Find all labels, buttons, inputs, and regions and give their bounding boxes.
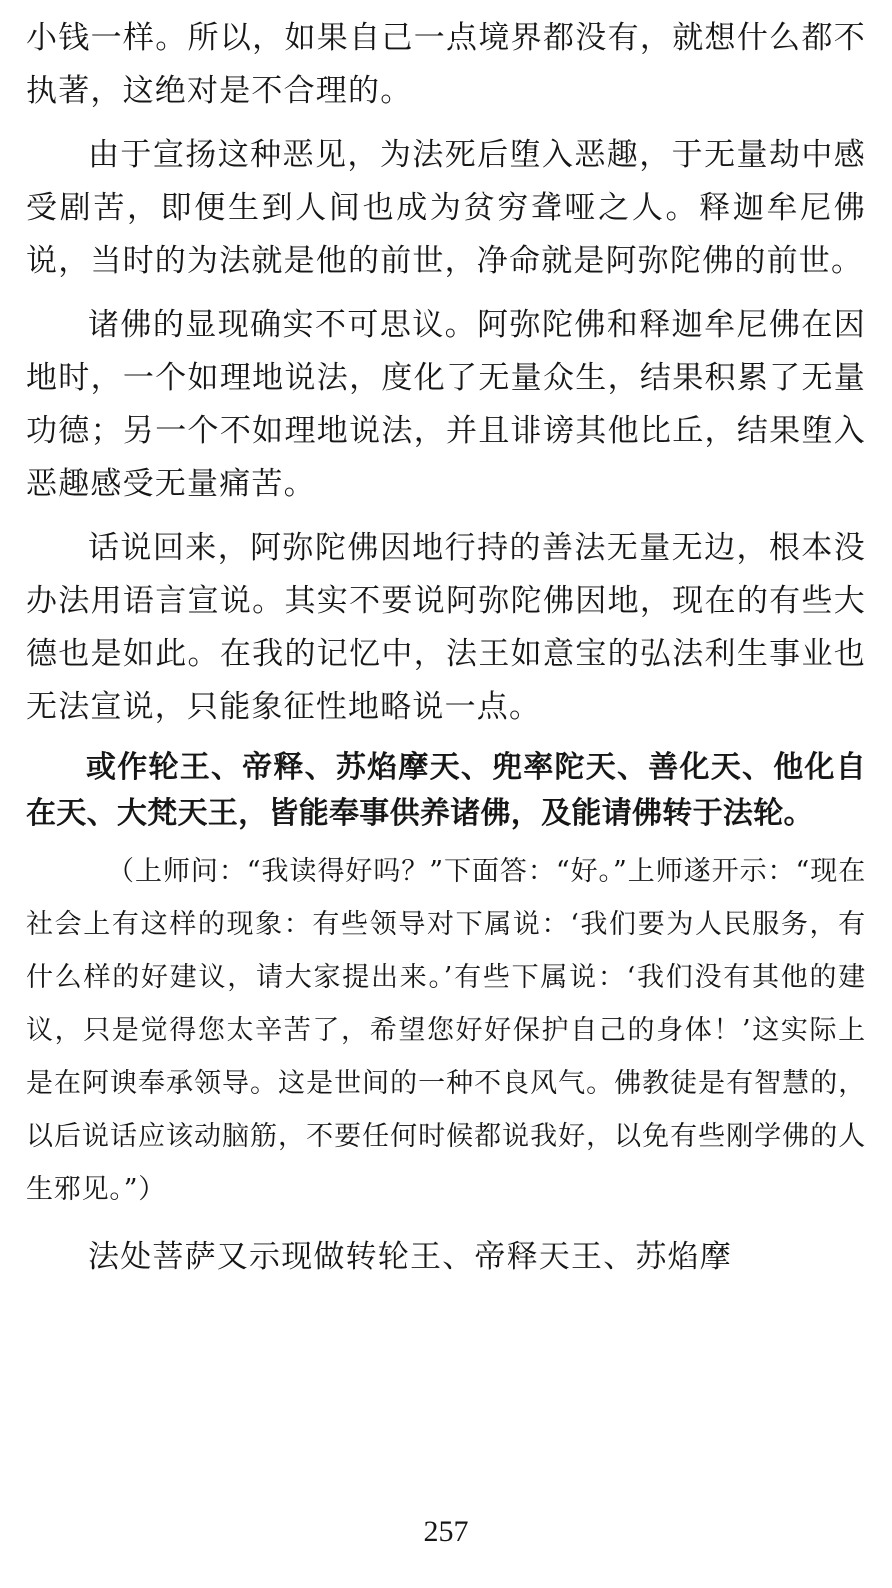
paragraph-evil-view: 由于宣扬这种恶见，为法死后堕入恶趣，于无量劫中感受剧苦，即便生到人间也成为贫穷聋哑之人。释迦牟尼佛说，当时的为法就是他的前世，净命就是阿弥陀佛的前世。 — [26, 137, 866, 279]
paragraph-continuation: 小钱一样。所以，如果自己一点境界都没有，就想什么都不执著，这绝对是不合理的。 — [26, 20, 866, 109]
page-body — [26, 12, 866, 1284]
paragraph-amitabha-merits: 话说回来，阿弥陀佛因地行持的善法无量无边，根本没办法用语言宣说。其实不要说阿弥陀佛因地，现在的有些大德也是如此。在我的记忆中，法王如意宝的弘法利生事业也无法宣说，只能象征性地略说一点。 — [26, 530, 866, 725]
paragraph-dharma-bodhisattva: 法处菩萨又示现做转轮王、帝释天王、苏焰摩 — [88, 1239, 732, 1275]
teacher-note: （上师问：“我读得好吗？”下面答：“好。”上师遂开示：“现在社会上有这样的现象：有些领导对下属说：‘我们要为人民服务，有什么样的好建议，请大家提出来。’有些下属说：‘我们没有其他的建议，只是觉得您太辛苦了，希望您好好保护自己的身体！’这实际上是在阿谀奉承领导。这是世间的一种不良风气。佛教徒是有智慧的，以后说话应该动脑筋，不要任何时候都说我好，以免有些刚学佛的人生邪见。”） — [26, 856, 866, 1205]
paragraph-buddhas-display: 诸佛的显现确实不可思议。阿弥陀佛和释迦牟尼佛在因地时，一个如理地说法，度化了无量众生，结果积累了无量功德；另一个不如理地说法，并且诽谤其他比丘，结果堕入恶趣感受无量痛苦。 — [26, 307, 866, 502]
sutra-verse: 或作轮王、帝释、苏焰摩天、兜率陀天、善化天、他化自在天、大梵天王，皆能奉事供养诸佛，及能请佛转于法轮。 — [26, 750, 866, 831]
page-number: 257 — [423, 1515, 469, 1548]
